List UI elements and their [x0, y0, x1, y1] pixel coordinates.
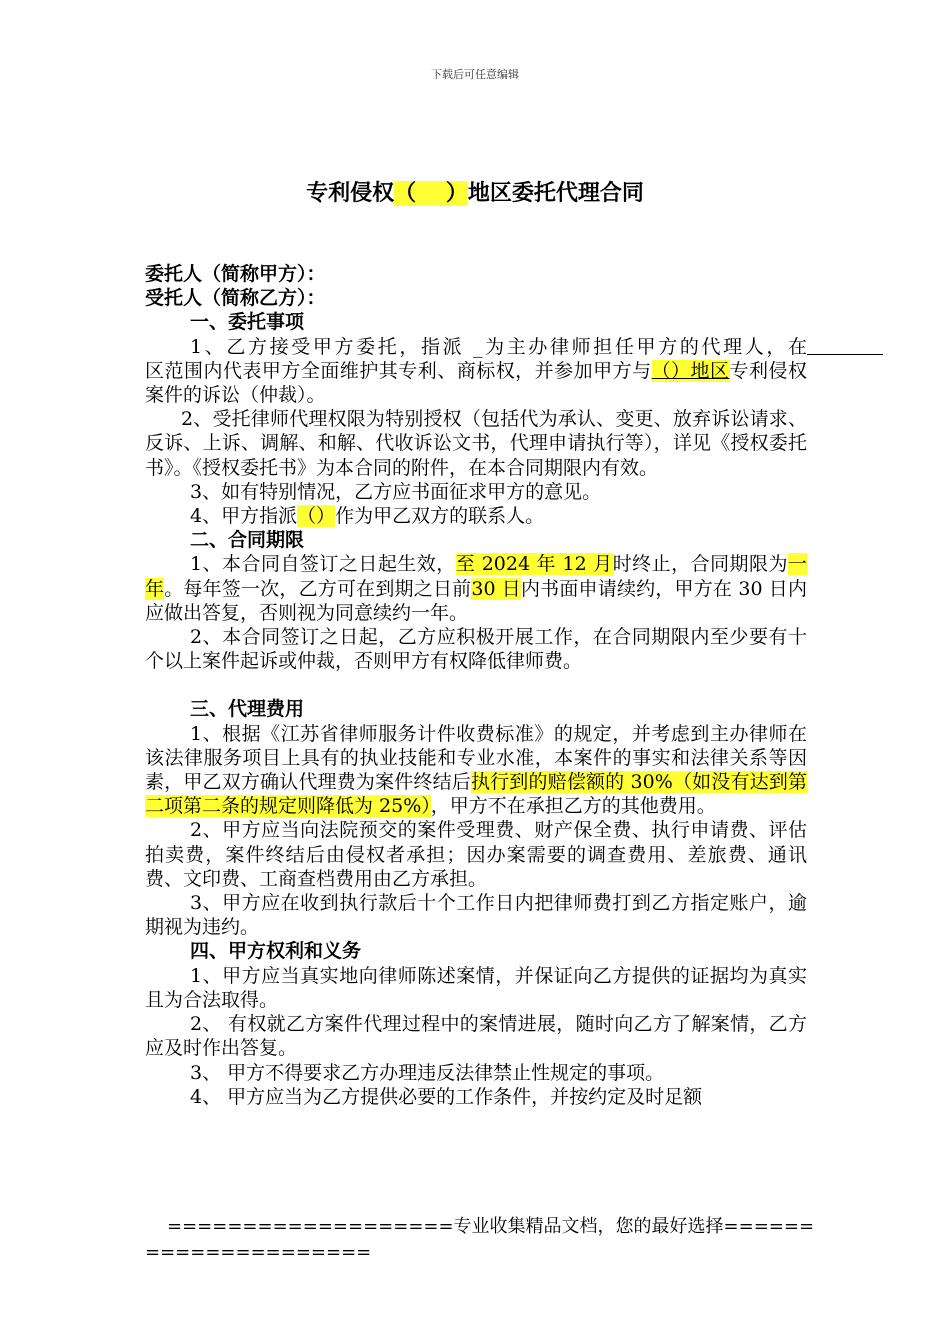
section-4-heading: 四、甲方权利和义务: [190, 940, 362, 963]
section-1-para-2: 2、受托律师代理权限为特别授权（包括代为承认、变更、放弃诉讼请求、反诉、上诉、调解、和解、代收诉讼文书，代理申请执行等），详见《授权委托书》。《授权委托书》为本合同的附件，在本合同期限内有效。: [145, 408, 807, 479]
section-3-para-1: 1、根据《江苏省律师服务计件收费标准》的规定，并考虑到主办律师在该法律服务项目上具有的执业技能和专业水准，本案件的事实和法律关系等因素，甲乙双方确认代理费为案件终结后执行到的赔偿额的 30%（如没有达到第二项第二条的规定则降低为 25%），甲方不在承担乙方的其他费用。: [145, 722, 807, 818]
section-4-para-3: 3、 甲方不得要求乙方办理违反法律禁止性规定的事项。: [190, 1061, 665, 1084]
highlight-contact: （）: [297, 505, 336, 528]
highlight-days: 30 日: [471, 577, 521, 600]
section-1-para-3: 3、如有特别情况，乙方应书面征求甲方的意见。: [190, 480, 602, 503]
section-1-heading: 一、委托事项: [190, 311, 305, 334]
section-2-para-2: 2、本合同签订之日起，乙方应积极开展工作，在合同期限内至少要有十个以上案件起诉或仲裁，否则甲方有权降低律师费。: [145, 626, 807, 673]
title-highlight: （ ）: [394, 181, 468, 206]
section-3-para-3: 3、甲方应在收到执行款后十个工作日内把律师费打到乙方指定账户，逾期视为违约。: [145, 892, 807, 939]
title-pre: 专利侵权: [306, 181, 395, 206]
party-agent: 受托人（简称乙方）：: [145, 287, 326, 310]
highlight-term: 一年: [145, 553, 807, 600]
section-4-para-1: 1、甲方应当真实地向律师陈述案情，并保证向乙方提供的证据均为真实且为合法取得。: [145, 964, 807, 1011]
section-1-para-4: 4、甲方指派（）作为甲乙双方的联系人。: [190, 505, 545, 528]
footer-banner: ===================专业收集精品文档，您的最好选择=====================: [145, 1216, 815, 1263]
section-2-heading: 二、合同期限: [190, 529, 305, 552]
section-3-para-2: 2、甲方应当向法院预交的案件受理费、财产保全费、执行申请费、评估拍卖费，案件终结后由侵权者承担；因办案需要的调查费用、差旅费、通讯费、文印费、工商查档费用由乙方承担。: [145, 819, 807, 890]
blank-region: [807, 336, 883, 358]
highlight-region: （）地区: [651, 359, 730, 382]
section-2-para-1: 1、本合同自签订之日起生效，至 2024 年 12 月时终止，合同期限为一年。每年签一次，乙方可在到期之日前30 日内书面申请续约，甲方在 30 日内应做出答复，否则视为同意续约一年。: [145, 553, 807, 624]
header-note: 下载后可任意编辑: [431, 68, 519, 81]
section-4-para-4: 4、 甲方应当为乙方提供必要的工作条件，并按约定及时足额: [190, 1085, 703, 1108]
spacer: [145, 673, 807, 697]
section-3-heading: 三、代理费用: [190, 698, 305, 721]
document-title: [0, 176, 950, 207]
highlight-end-date: 至 2024 年 12 月: [455, 553, 613, 576]
section-1-para-1: 1、乙方接受甲方委托，指派 _为主办律师担任甲方的代理人，在 区范围内代表甲方全面维护其专利、商标权，并参加甲方与（）地区专利侵权案件的诉讼（仲裁）。: [145, 335, 807, 408]
party-client: 委托人（简称甲方）：: [145, 263, 326, 285]
contract-body: [145, 262, 807, 1109]
highlight-fee-rate: 执行到的赔偿额的 30%（如没有达到第二项第二条的规定则降低为 25%）: [145, 771, 807, 818]
section-4-para-2: 2、 有权就乙方案件代理过程中的案情进展，随时向乙方了解案情，乙方应及时作出答复。: [145, 1013, 807, 1060]
title-post: 地区委托代理合同: [467, 181, 644, 206]
